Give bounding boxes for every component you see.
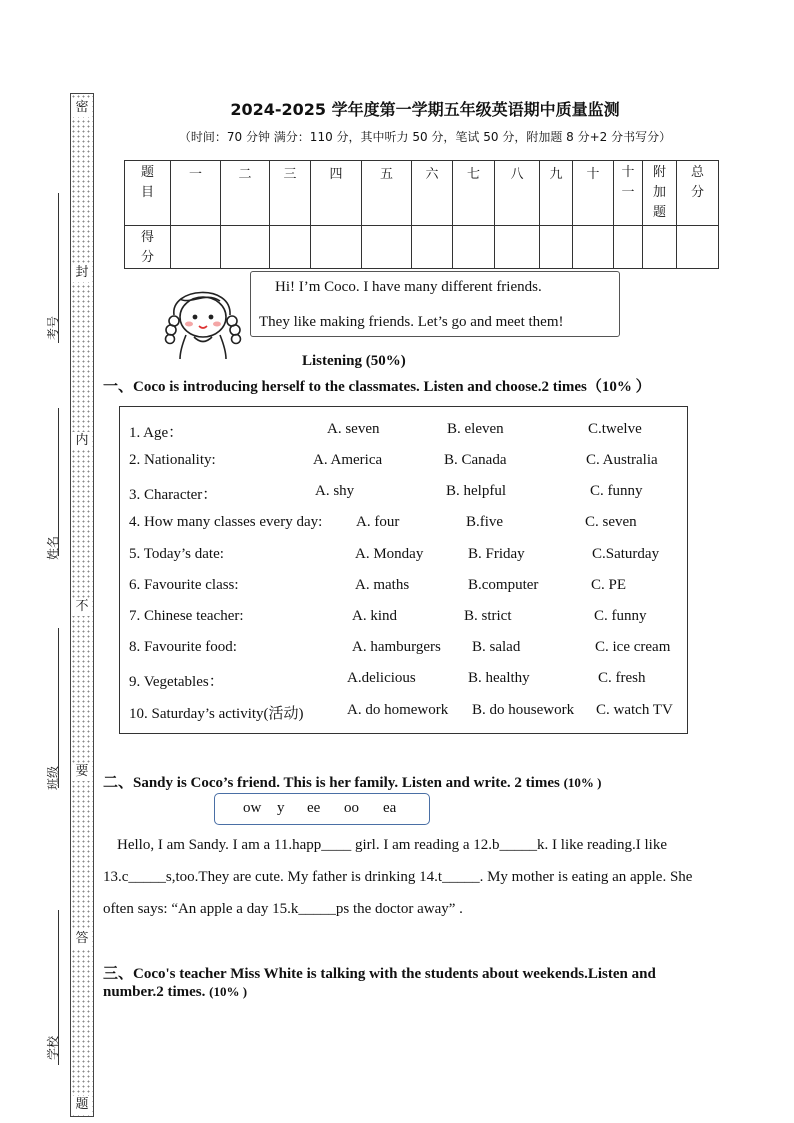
option-b[interactable]: B.computer <box>468 577 539 593</box>
label-school: 学校 <box>46 1035 60 1060</box>
binding-char: 封 <box>72 264 92 282</box>
speech-line: They like making friends. Let’s go and meet them! <box>259 314 564 330</box>
score-header-cell: 题目 <box>125 161 171 226</box>
letter-option: ow <box>243 800 262 816</box>
option-a[interactable]: A. America <box>313 452 383 468</box>
option-c[interactable]: C.Saturday <box>592 546 660 562</box>
question-text: 5. Today’s date: <box>129 546 224 562</box>
score-cell[interactable] <box>643 226 677 269</box>
score-cell[interactable] <box>311 226 362 269</box>
score-table <box>124 160 719 269</box>
option-b[interactable]: B. salad <box>472 639 521 655</box>
score-header-cell: 总分 <box>677 161 719 226</box>
score-cell[interactable] <box>412 226 453 269</box>
score-header-cell: 六 <box>412 161 453 226</box>
score-cell[interactable] <box>221 226 270 269</box>
girl-illustration <box>160 277 246 359</box>
section2-heading: 二、Sandy is Coco’s friend. This is her family. Listen and write. 2 times (10% ) <box>103 775 602 791</box>
option-c[interactable]: C.twelve <box>588 421 642 437</box>
fill-in-paragraph-line: often says: “An apple a day 15.k_____ps the doctor away” . <box>103 901 463 917</box>
binding-char: 要 <box>72 763 92 781</box>
score-header-cell: 附加题 <box>643 161 677 226</box>
option-b[interactable]: B. strict <box>464 608 512 624</box>
score-header-cell: 十 <box>573 161 614 226</box>
letter-option: ee <box>307 800 321 816</box>
question-text: 10. Saturday’s activity(活动) <box>129 706 304 722</box>
score-cell[interactable] <box>573 226 614 269</box>
option-c[interactable]: C. funny <box>594 608 647 624</box>
option-a[interactable]: A.delicious <box>347 670 416 686</box>
option-a[interactable]: A. kind <box>352 608 397 624</box>
score-cell[interactable] <box>677 226 719 269</box>
option-a[interactable]: A. four <box>356 514 400 530</box>
option-c[interactable]: C. ice cream <box>595 639 671 655</box>
section1-heading: 一、Coco is introducing herself to the classmates. Listen and choose.2 times（10% ） <box>103 379 651 395</box>
option-a[interactable]: A. maths <box>355 577 410 593</box>
fill-in-paragraph-line: Hello, I am Sandy. I am a 11.happ____ girl. I am reading a 12.b_____k. I like reading.I like <box>117 837 667 853</box>
fill-in-paragraph-line: 13.c_____s,too.They are cute. My father is drinking 14.t_____. My mother is eating an apple. She <box>103 869 693 885</box>
option-b[interactable]: B. do housework <box>472 702 575 718</box>
score-cell[interactable] <box>453 226 495 269</box>
option-b[interactable]: B. helpful <box>446 483 506 499</box>
label-exam-number: 考号 <box>46 315 60 340</box>
letter-option: y <box>277 800 285 816</box>
score-header-cell: 八 <box>495 161 540 226</box>
binding-char: 不 <box>72 598 92 616</box>
listening-title: Listening (50%) <box>302 353 406 369</box>
score-cell[interactable] <box>495 226 540 269</box>
label-name: 姓名 <box>46 535 60 560</box>
option-a[interactable]: A. Monday <box>355 546 424 562</box>
score-cell[interactable] <box>171 226 221 269</box>
score-cell[interactable] <box>540 226 573 269</box>
section3-heading: number.2 times. (10% ) <box>103 984 248 1000</box>
option-c[interactable]: C. seven <box>585 514 637 530</box>
question-text: 7. Chinese teacher: <box>129 608 244 624</box>
binding-char: 密 <box>72 99 92 117</box>
page-title: 2024-2025 学年度第一学期五年级英语期中质量监测 <box>230 100 620 119</box>
section3-heading: 三、Coco's teacher Miss White is talking with the students about weekends.Listen and <box>103 966 656 982</box>
option-a[interactable]: A. shy <box>315 483 355 499</box>
score-header-cell: 二 <box>221 161 270 226</box>
option-a[interactable]: A. seven <box>327 421 380 437</box>
question-text: 9. Vegetables： <box>129 674 224 690</box>
option-b[interactable]: B. Canada <box>444 452 507 468</box>
option-a[interactable]: A. do homework <box>347 702 449 718</box>
score-cell[interactable] <box>362 226 412 269</box>
score-header-cell: 七 <box>453 161 495 226</box>
score-header-cell: 三 <box>270 161 311 226</box>
option-b[interactable]: B.five <box>466 514 504 530</box>
speech-line: Hi! I’m Coco. I have many different friends. <box>275 279 542 295</box>
option-c[interactable]: C. funny <box>590 483 643 499</box>
binding-char: 答 <box>72 930 92 948</box>
option-b[interactable]: B. eleven <box>447 421 504 437</box>
option-c[interactable]: C. Australia <box>586 452 658 468</box>
label-class: 班级 <box>46 765 60 790</box>
option-b[interactable]: B. healthy <box>468 670 530 686</box>
binding-char: 题 <box>72 1096 92 1114</box>
letter-option: oo <box>344 800 359 816</box>
question-text: 8. Favourite food: <box>129 639 237 655</box>
option-b[interactable]: B. Friday <box>468 546 525 562</box>
option-c[interactable]: C. PE <box>591 577 627 593</box>
speech-bubble <box>250 271 620 337</box>
question-text: 4. How many classes every day: <box>129 514 323 530</box>
question-text: 6. Favourite class: <box>129 577 239 593</box>
score-header-cell: 五 <box>362 161 412 226</box>
question-text: 1. Age： <box>129 425 184 441</box>
binding-char: 内 <box>72 432 92 450</box>
fill-line <box>58 628 59 788</box>
question-text: 2. Nationality: <box>129 452 216 468</box>
score-header-cell: 一 <box>171 161 221 226</box>
score-row-label: 得分 <box>125 226 171 269</box>
score-header-cell: 九 <box>540 161 573 226</box>
question-text: 3. Character： <box>129 487 218 503</box>
option-a[interactable]: A. hamburgers <box>352 639 441 655</box>
letter-bank <box>214 793 430 825</box>
fill-line <box>58 408 59 556</box>
option-c[interactable]: C. fresh <box>598 670 646 686</box>
score-cell[interactable] <box>614 226 643 269</box>
option-c[interactable]: C. watch TV <box>596 702 673 718</box>
score-header-cell: 十一 <box>614 161 643 226</box>
score-header-cell: 四 <box>311 161 362 226</box>
score-cell[interactable] <box>270 226 311 269</box>
letter-option: ea <box>383 800 397 816</box>
page-subtitle: （时间：70 分钟 满分：110 分，其中听力 50 分，笔试 50 分，附加题 8 分+2 分书写分） <box>178 130 672 144</box>
